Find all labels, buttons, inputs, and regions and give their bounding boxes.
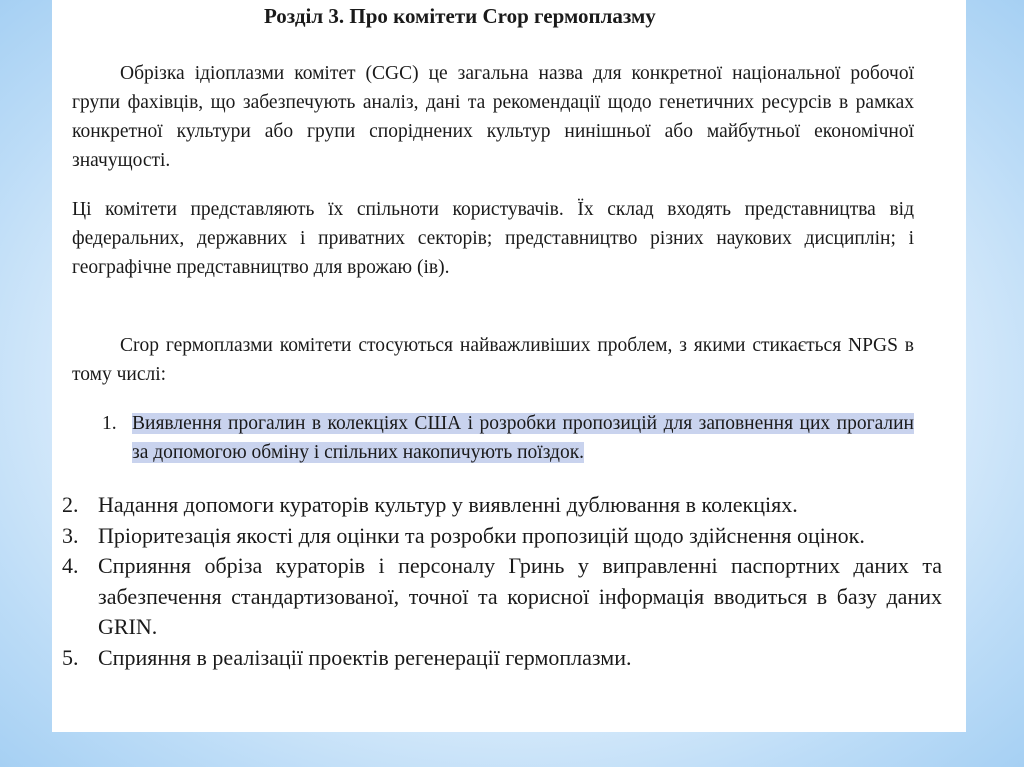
list-item: [62, 643, 942, 674]
section-title: Розділ 3. Про комітети Crop гермоплазму: [264, 4, 656, 28]
list-item-text: Надання допомоги кураторів культур у виявленні дублювання в колекціях.: [98, 492, 798, 517]
list-item-text: Сприяння в реалізації проектів регенерації гермоплазми.: [98, 644, 632, 670]
list-item-number: 3.: [62, 522, 79, 548]
paragraph-composition: Ці комітети представляють їх спільноти користувачів. Їх склад входять представництва від федеральних, державних і приватних секторів; представництво різних наукових дисциплін; і географічне представництво для врожаю (ів).: [72, 199, 914, 278]
list-item-number: 5.: [62, 644, 79, 670]
list-item-text: Сприяння обріза кураторів і персоналу Гринь у виправленні паспортних даних та забезпечення стандартизованої, точної та корисної інформація вводиться в базу даних GRIN.: [98, 553, 942, 639]
list-item: [62, 521, 942, 552]
list-item-number: 1.: [102, 413, 117, 434]
list-item-number: 2.: [62, 492, 79, 517]
paragraph-problems: Crop гермоплазми комітети стосуються найважливіших проблем, з якими стикається NPGS в тому числі:: [72, 335, 914, 385]
list-item-text: Виявлення прогалин в колекціях США і розробки пропозицій для заповнення цих прогалин за допомогою обміну і спільних накопичують поїздок.: [132, 413, 914, 463]
list-item-text: Пріоритезація якості для оцінки та розробки пропозицій щодо здійснення оцінок.: [98, 522, 865, 548]
list-item: [62, 490, 942, 521]
numbered-list: [62, 490, 942, 673]
list-item: [62, 551, 942, 643]
document-page: [52, 0, 966, 732]
list-item-highlighted: [102, 409, 914, 467]
paragraph-intro: Обрізка ідіоплазми комітет (CGC) це загальна назва для конкретної національної робочої групи фахівців, що забезпечують аналіз, дані та рекомендації щодо генетичних ресурсів в рамках конкретної культури або групи споріднених культур нинішньої або майбутньої економічної значущості.: [72, 63, 914, 171]
list-item-number: 4.: [62, 553, 79, 578]
